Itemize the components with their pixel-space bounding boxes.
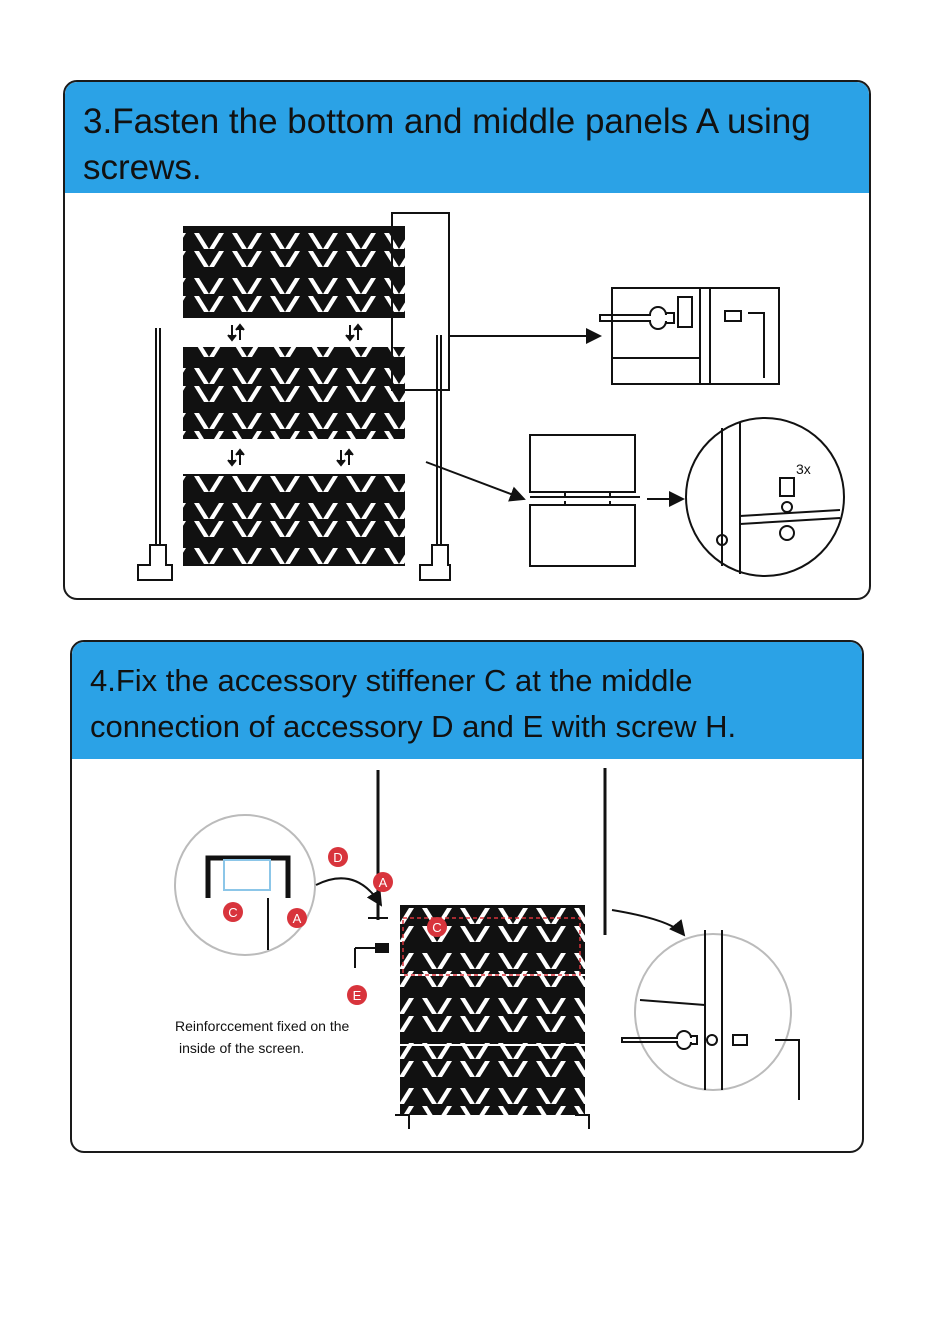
callout-a-zoom xyxy=(287,908,307,928)
step3-title-line2: screws. xyxy=(83,148,202,187)
reinforcement-note-line2: inside of the screen. xyxy=(179,1040,305,1056)
reinforcement-note-line1: Reinforccement fixed on the xyxy=(175,1018,350,1034)
step4-title-line1: 4.Fix the accessory stiffener C at the middle xyxy=(90,663,693,698)
svg-text:A: A xyxy=(292,911,302,926)
step4-screen xyxy=(395,905,589,1129)
bottom-panel xyxy=(183,474,405,566)
callout-c-screen xyxy=(427,917,447,937)
screw-h xyxy=(355,944,388,968)
callout-c-zoom xyxy=(223,902,243,922)
screw-zoom-detail xyxy=(686,418,844,576)
step3-detail-callout xyxy=(392,213,683,499)
wrench-zoom xyxy=(612,910,799,1100)
callout-d xyxy=(328,847,348,867)
step3-title-line1: 3.Fasten the bottom and middle panels A using xyxy=(83,102,811,141)
svg-text:A: A xyxy=(378,875,388,890)
svg-text:E: E xyxy=(352,988,362,1003)
callout-a-post xyxy=(373,872,393,892)
panel-join-detail xyxy=(530,435,640,566)
top-panel xyxy=(183,226,405,318)
callout-e xyxy=(347,985,367,1005)
step3-panels xyxy=(183,226,405,566)
wrench-detail xyxy=(600,288,779,384)
screw-quantity-label: 3x xyxy=(796,461,811,477)
svg-text:C: C xyxy=(432,920,442,935)
middle-panel xyxy=(183,347,405,439)
step4-title-line2: connection of accessory D and E with screw H. xyxy=(90,709,737,744)
stiffener-zoom xyxy=(175,815,381,955)
svg-text:D: D xyxy=(333,850,343,865)
svg-text:C: C xyxy=(228,905,238,920)
